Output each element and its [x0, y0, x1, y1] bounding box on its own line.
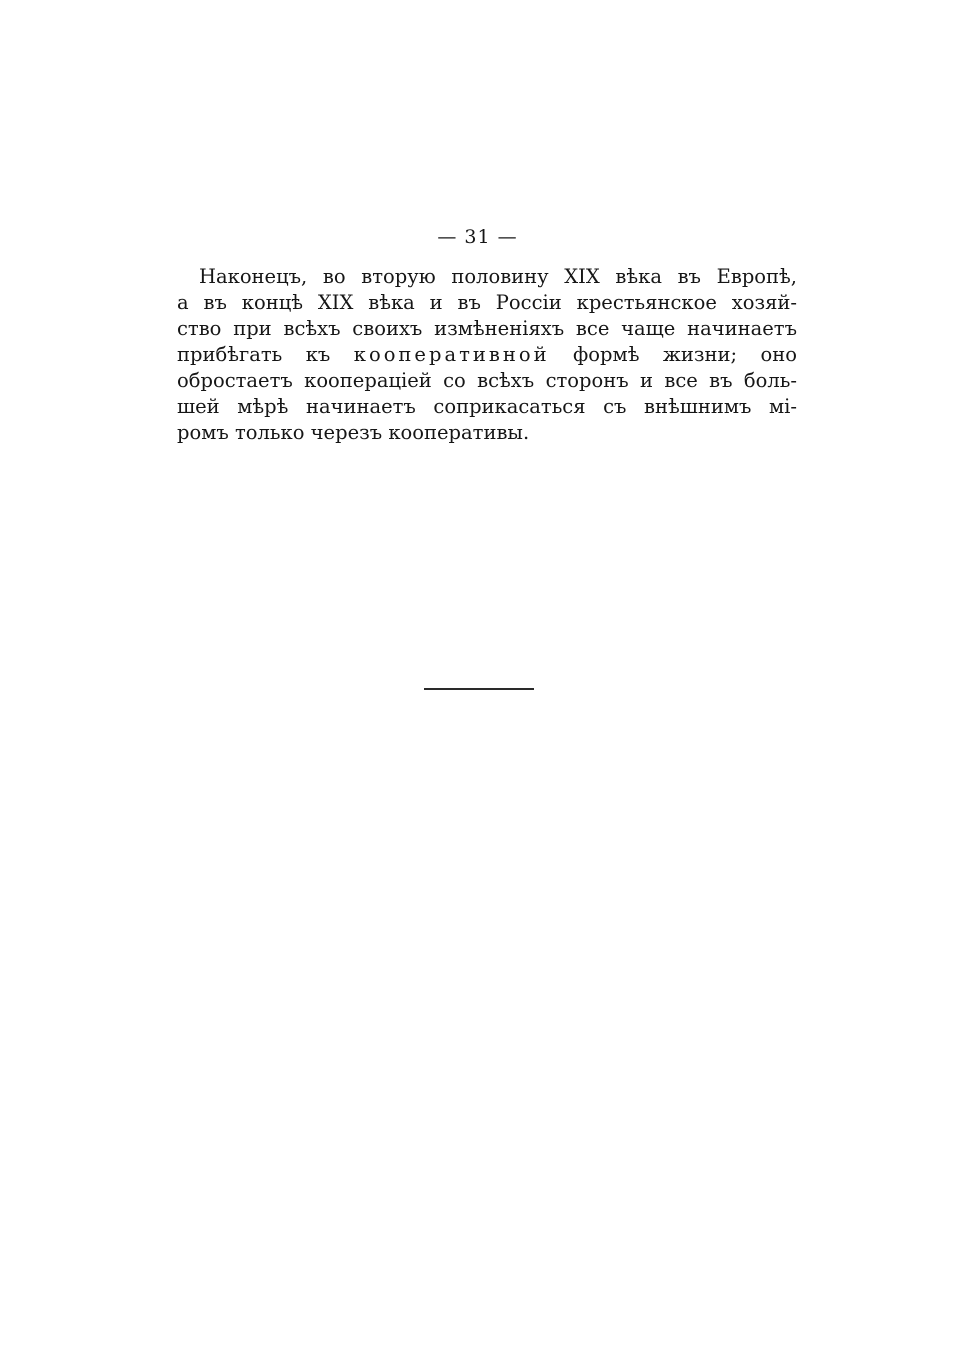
paragraph-line-4 [177, 342, 797, 368]
line-4-end: формѣ жизни; оно [573, 343, 798, 366]
end-rule [424, 688, 534, 690]
paragraph [177, 264, 797, 446]
paragraph-line-2: а въ концѣ XIX вѣка и въ Россiи крестьянское хозяй- [177, 291, 797, 314]
paragraph-line-7: ромъ только черезъ кооперативы. [177, 421, 530, 444]
page-number: — 31 — [437, 226, 518, 248]
line-4-start: прибѣгать къ [177, 343, 331, 366]
paragraph-line-6: шей мѣрѣ начинаетъ соприкасаться съ внѣшнимъ мі- [177, 395, 797, 418]
paragraph-line-1: Наконецъ, во вторую половину XIX вѣка въ Европѣ, [199, 265, 797, 288]
paragraph-line-3: ство при всѣхъ своихъ измѣненiяхъ все чаще начинаетъ [177, 317, 797, 340]
emphasized-word: кооперативной [353, 343, 550, 366]
paragraph-line-5: обростаетъ коопераціей со всѣхъ сторонъ и все въ боль- [177, 369, 797, 392]
